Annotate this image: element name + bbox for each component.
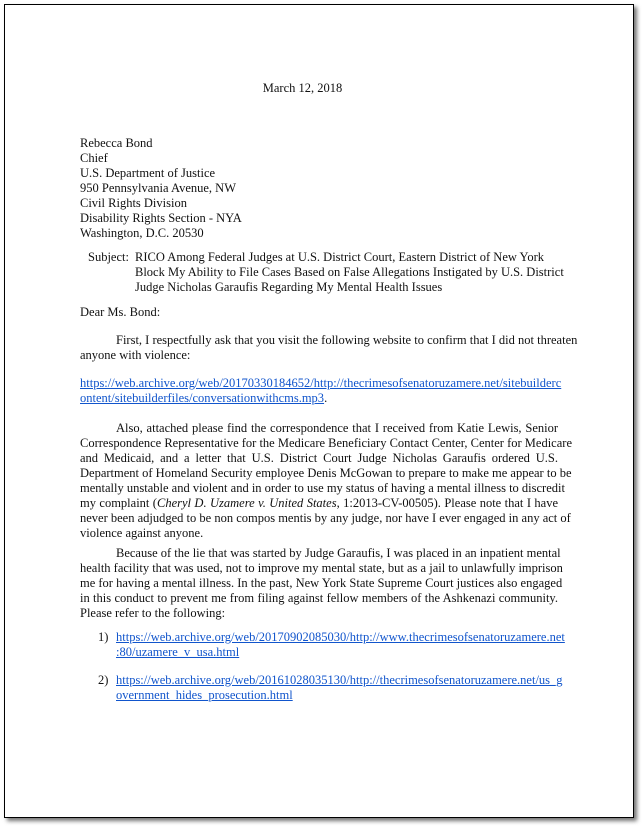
paragraph-line: Also, attached please find the correspondence that I received from Katie Lewis, Senior [116,421,558,435]
subject-line: RICO Among Federal Judges at U.S. District Court, Eastern District of New York [135,250,544,264]
reference-number: 1) [98,630,109,644]
paragraph-line: First, I respectfully ask that you visit the following website to confirm that I did not threaten [116,333,578,347]
subject-line: Judge Nicholas Garaufis Regarding My Mental Health Issues [135,280,443,294]
paragraph-line: violence against anyone. [80,526,204,540]
address-line: Civil Rights Division [80,196,187,210]
archive-link[interactable]: ontent/sitebuilderfiles/conversationwithcms.mp3 [80,391,325,405]
reference-link[interactable]: https://web.archive.org/web/20161028035130/http://thecrimesofsenatoruzamere.net/us_g [116,673,563,687]
address-line: Chief [80,151,108,165]
paragraph-line: me for having a mental illness. In the past, New York State Supreme Court justices also engaged [80,576,563,590]
paragraph-line: in this conduct to prevent me from filing against fellow members of the Ashkenazi community. [80,591,558,605]
archive-link-block [80,376,562,406]
subject-text [135,250,565,295]
paragraph-line: Department of Homeland Security employee Denis McGowan to prepare to make me appear to be [80,466,572,480]
paragraph-line: never been adjudged to be non compos mentis by any judge, nor have I ever engaged in any act of [80,511,571,525]
reference-link-block [116,673,563,703]
paragraph-line: Please refer to the following: [80,606,226,620]
recipient-address [80,136,242,241]
salutation: Dear Ms. Bond: [80,305,161,319]
letter-date: March 12, 2018 [262,81,343,95]
paragraph-1 [80,333,578,363]
paragraph-line [80,496,558,511]
address-line: Disability Rights Section - NYA [80,211,242,225]
address-line: 950 Pennsylvania Avenue, NW [80,181,236,195]
subject-label: Subject: [88,250,129,264]
paragraph-line: health facility that was used, not to improve my mental state, but as a jail to unlawfully imprison [80,561,563,575]
archive-link[interactable]: https://web.archive.org/web/20170330184652/http://thecrimesofsenatoruzamere.net/sitebuilderc [80,376,562,390]
link-suffix: . [324,391,328,405]
reference-link[interactable]: :80/uzamere_v_usa.html [116,645,240,659]
address-line: Rebecca Bond [80,136,153,150]
paragraph-line: mentally unstable and violent and in order to use my status of having a mental illness to discredit [80,481,565,495]
subject-line: Block My Ability to File Cases Based on False Allegations Instigated by U.S. District [135,265,564,279]
paragraph-line: Because of the lie that was started by Judge Garaufis, I was placed in an inpatient mental [116,546,561,560]
paragraph-text: , 1:2013-CV-00505). Please note that I have [336,496,559,510]
paragraph-2 [80,421,572,541]
case-citation: Cheryl D. Uzamere v. United States [156,496,337,510]
address-line: U.S. Department of Justice [80,166,216,180]
paragraph-line: anyone with violence: [80,348,191,362]
paragraph-text: my complaint ( [80,496,157,510]
paragraph-line: Correspondence Representative for the Medicare Beneficiary Contact Center, Center for Medicare [80,436,572,450]
paragraph-line: and Medicaid, and a letter that U.S. District Court Judge Nicholas Garaufis ordered U.S. [80,451,558,465]
reference-link[interactable]: https://web.archive.org/web/20170902085030/http://www.thecrimesofsenatoruzamere.net [116,630,565,644]
address-line: Washington, D.C. 20530 [80,226,204,240]
reference-link-block [116,630,565,660]
paragraph-3 [80,546,563,621]
reference-link[interactable]: overnment_hides_prosecution.html [116,688,293,702]
reference-number: 2) [98,673,109,687]
